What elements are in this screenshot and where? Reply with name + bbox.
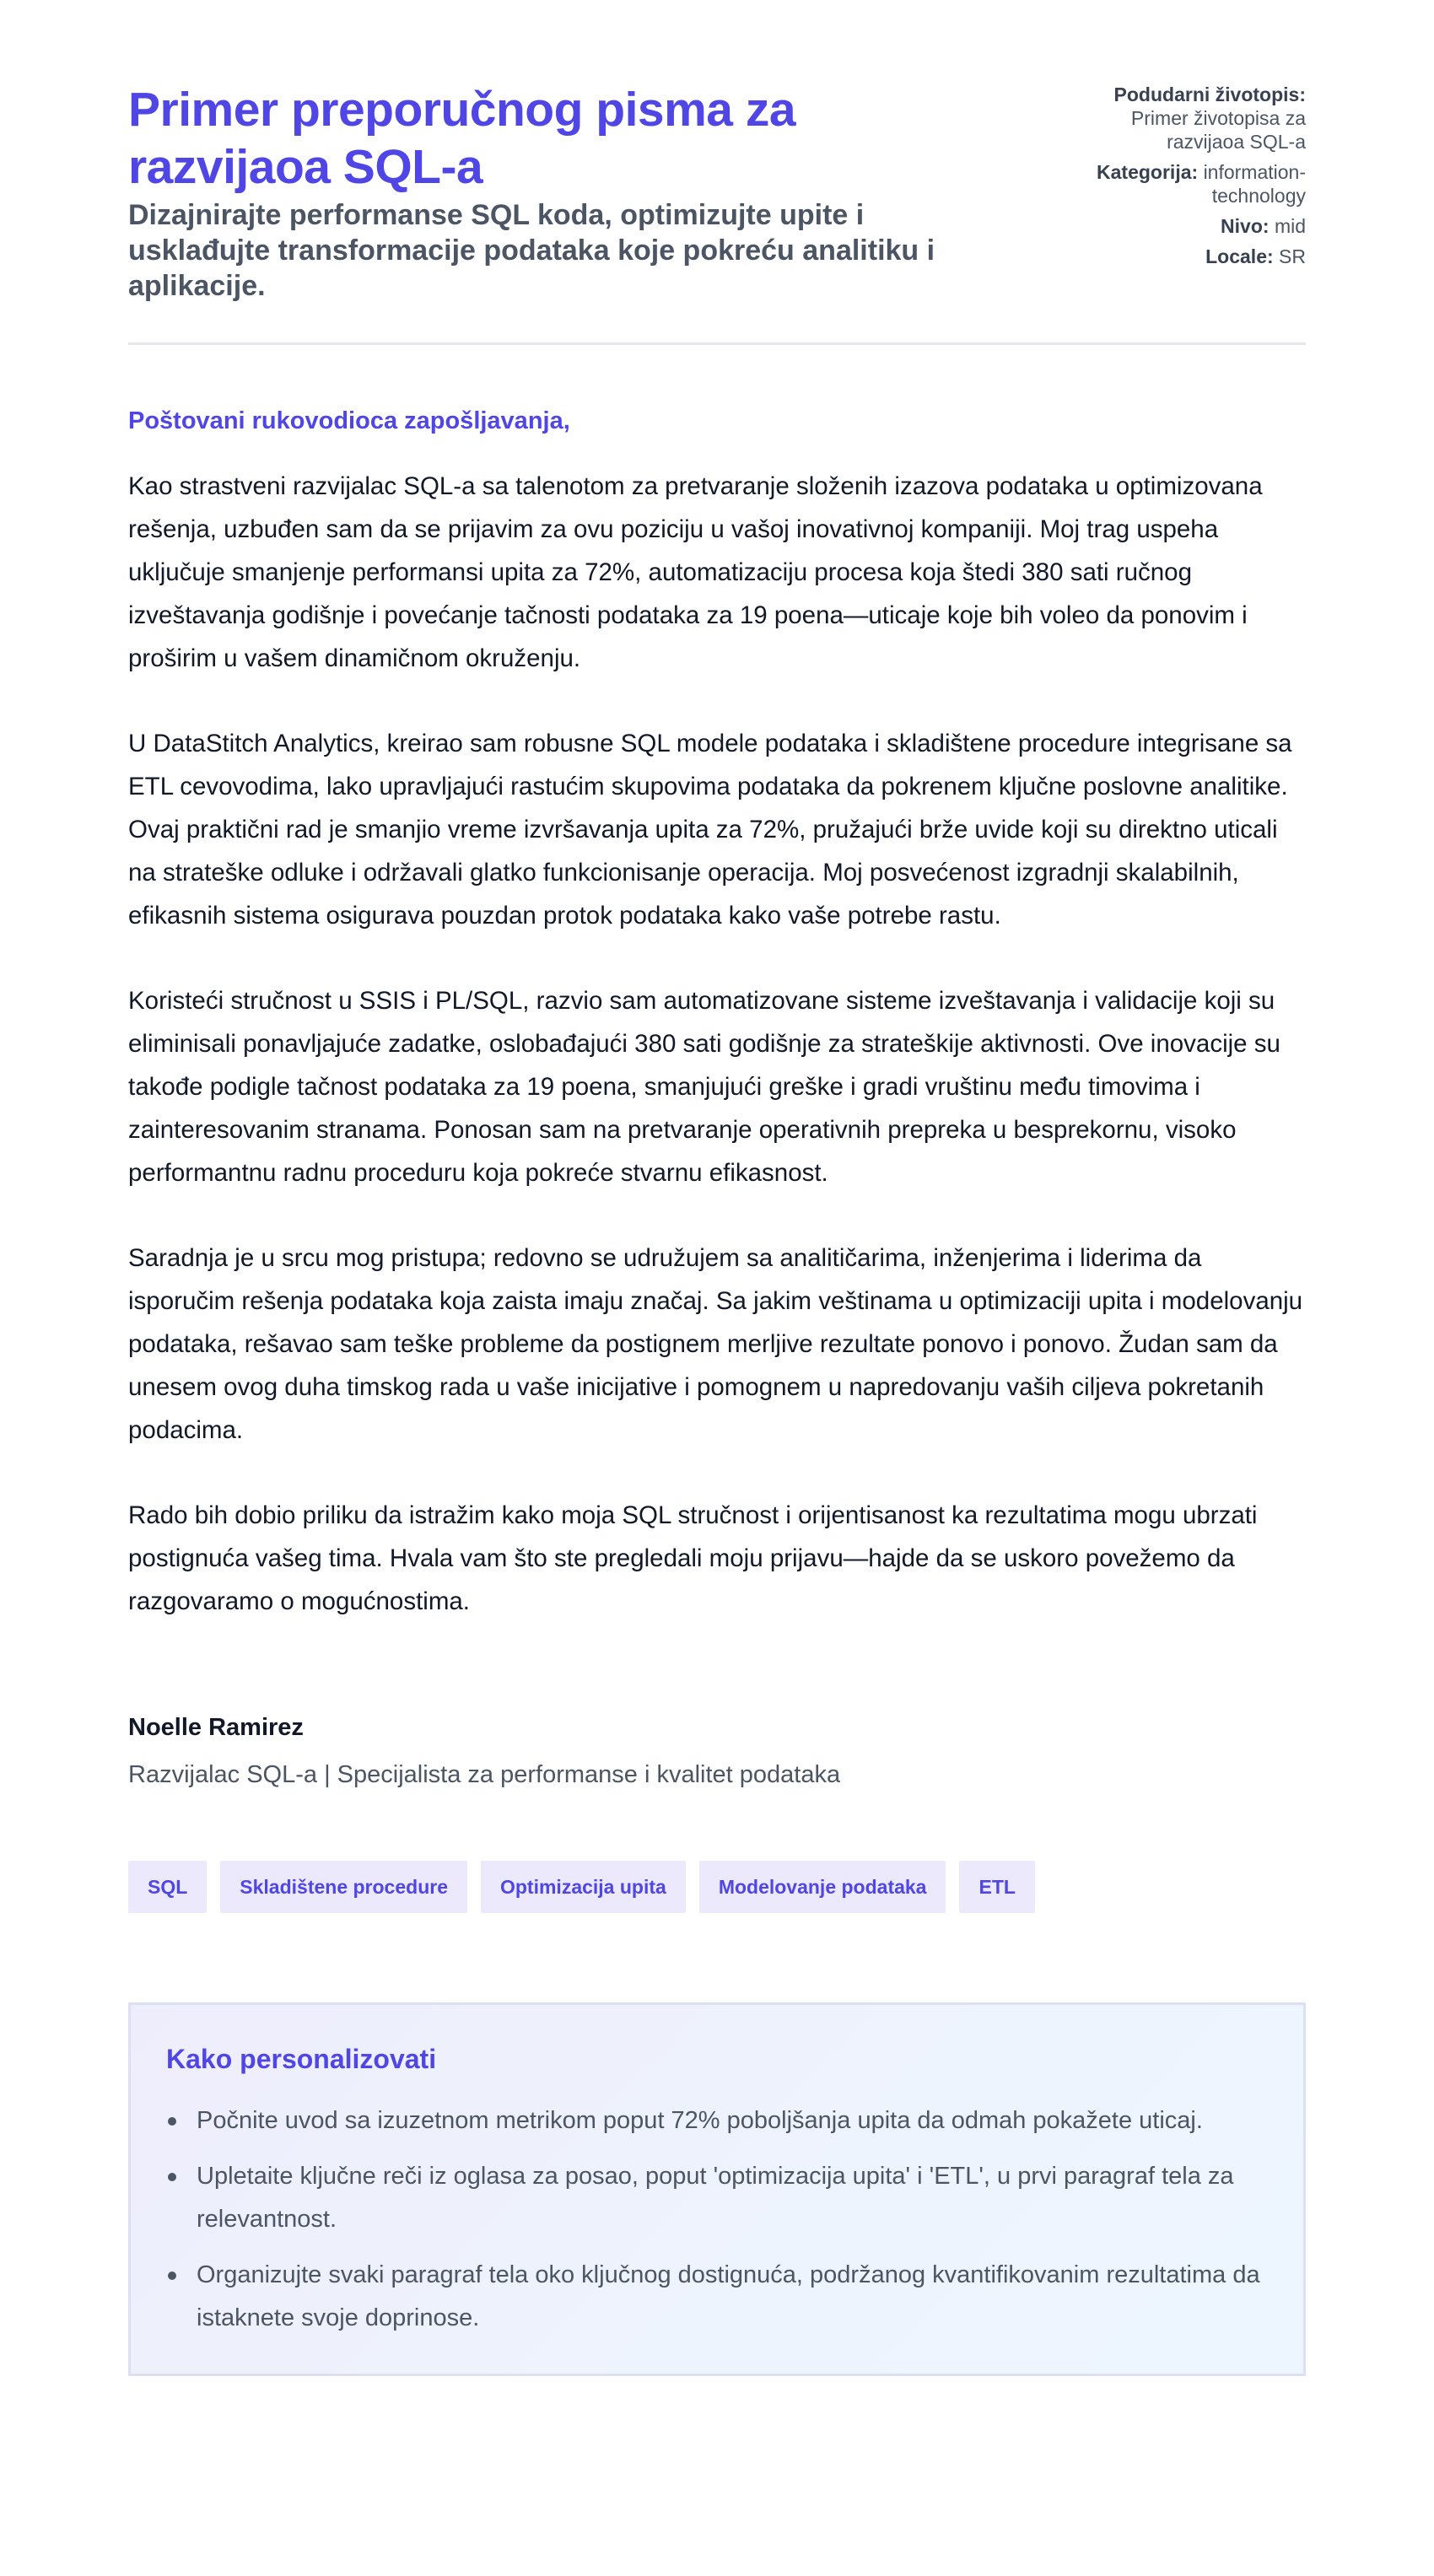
skill-tag: ETL: [959, 1861, 1034, 1913]
meta-matching-resume: [1053, 83, 1306, 154]
tips-list: [166, 2099, 1268, 2340]
skill-tag: Modelovanje podataka: [699, 1861, 946, 1913]
meta-level-value: mid: [1274, 215, 1306, 237]
page-header: [128, 81, 1306, 345]
tips-title: Kako personalizovati: [166, 2044, 437, 2074]
signature-block: [128, 1711, 1306, 1792]
tip-item: [197, 2099, 1268, 2142]
tip-text: Počnite uvod sa izuzetnom metrikom poput 72% poboljšanja upita da odmah pokažete uticaj.: [197, 2107, 1203, 2134]
skill-tags: [128, 1861, 1306, 1913]
letter-paragraph: U DataStitch Analytics, kreirao sam robusne SQL modele podataka i skladištene procedure integrisane sa ETL cevovodima, lako upravljajući rastućim skupovima podataka da pokrenem ključne poslovne analitike. Ovaj praktični rad je smanjio vreme izvršavanja upita za 72%, pružajući brže uvide koji su direktno uticali na strateške odluke i održavali glatko funkcionisanje operacija. Moj posvećenost izgradnji skalabilnih, efikasnih sistema osigurava pouzdan protok podataka kako vaše potrebe rastu.: [128, 730, 1292, 930]
skill-tag: SQL: [128, 1861, 207, 1913]
page-title: Primer preporučnog pisma za razvijaoa SQL-a: [128, 83, 796, 194]
meta-level: [1053, 214, 1306, 238]
meta-category: [1053, 160, 1306, 207]
header-title-block: [128, 81, 1005, 304]
letter-paragraph: Rado bih dobio priliku da istražim kako moja SQL stručnost i orijentisanost ka rezultatima mogu ubrzati postignuća vašeg tima. Hvala vam što ste pregledali moju prijavu—hajde da se uskoro povežemo da razgovaramo o mogućnostima.: [128, 1501, 1258, 1615]
letter-paragraph: Kao strastveni razvijalac SQL-a sa talenotom za pretvaranje složenih izazova podataka u optimizovana rešenja, uzbuđen sam da se prijavim za ovu poziciju u vašoj inovativnoj kompaniji. Moj trag uspeha uključuje smanjenje performansi upita za 72%, automatizaciju procesa koja štedi 380 sati ručnog izveštavanja godišnje i povećanje tačnosti podataka za 19 poena—uticaje koje bih voleo da ponovim i proširim u vašem dinamičnom okruženju.: [128, 472, 1263, 672]
tip-item: [197, 2155, 1268, 2241]
bullet-icon: [168, 2117, 176, 2126]
meta-resume-label: Podudarni životopis:: [1113, 84, 1306, 105]
meta-locale-label: Locale:: [1205, 245, 1274, 267]
meta-locale: [1053, 245, 1306, 268]
tip-text: Upletaite ključne reči iz oglasa za posao, poput 'optimizacija upita' i 'ETL', u prvi paragraf tela za relevantnost.: [197, 2163, 1234, 2233]
signature-title: Razvijalac SQL-a | Specijalista za performanse i kvalitet podataka: [128, 1761, 841, 1788]
meta-resume-value[interactable]: Primer životopisa za razvijaoa SQL-a: [1130, 107, 1306, 153]
page-subtitle: Dizajnirajte performanse SQL koda, optimizujte upite i usklađujte transformacije podataka koje pokreću analitiku i aplikacije.: [128, 199, 935, 302]
letter-paragraph: Koristeći stručnost u SSIS i PL/SQL, razvio sam automatizovane sisteme izveštavanja i validacije koji su eliminisali ponavljajuće zadatke, oslobađajući 380 sati godišnje za strateškije aktivnosti. Ove inovacije su takođe podigle tačnost podataka za 19 poena, smanjujući greške i gradi vruštinu među timovima i zainteresovanim stranama. Ponosan sam na pretvaranje operativnih prepreka u besprekornu, visoko performantnu radnu proceduru koja pokreće stvarnu efikasnost.: [128, 987, 1280, 1187]
tip-text: Organizujte svaki paragraf tela oko ključnog dostignuća, podržanog kvantifikovanim rezultatima da istaknete svoje doprinose.: [197, 2261, 1260, 2331]
letter-body: [128, 404, 1306, 1623]
personalization-tips-box: [128, 2002, 1306, 2376]
meta-level-label: Nivo:: [1221, 215, 1270, 237]
meta-category-value: information-technology: [1203, 161, 1306, 207]
meta-locale-value: SR: [1279, 245, 1306, 267]
letter-paragraph: Saradnja je u srcu mog pristupa; redovno se udružujem sa analitičarima, inženjerima i liderima da isporučim rešenja podataka koja zaista imaju značaj. Sa jakim veštinama u optimizaciji upita i modelovanju podataka, rešavao sam teške probleme da postignem merljive rezultate ponovo i ponovo. Žudan sam da unesem ovog duha timskog rada u vaše inicijative i pomognem u napredovanju vaših ciljeva pokretanih podacima.: [128, 1244, 1303, 1444]
bullet-icon: [168, 2173, 176, 2181]
skill-tag: Skladištene procedure: [220, 1861, 467, 1913]
bullet-icon: [168, 2272, 176, 2280]
meta-category-label: Kategorija:: [1097, 161, 1199, 183]
meta-panel: [1053, 81, 1306, 275]
letter-greeting: Poštovani rukovodioca zapošljavanja,: [128, 407, 570, 434]
signature-name: Noelle Ramirez: [128, 1714, 304, 1741]
tip-item: [197, 2254, 1268, 2340]
skill-tag: Optimizacija upita: [481, 1861, 686, 1913]
